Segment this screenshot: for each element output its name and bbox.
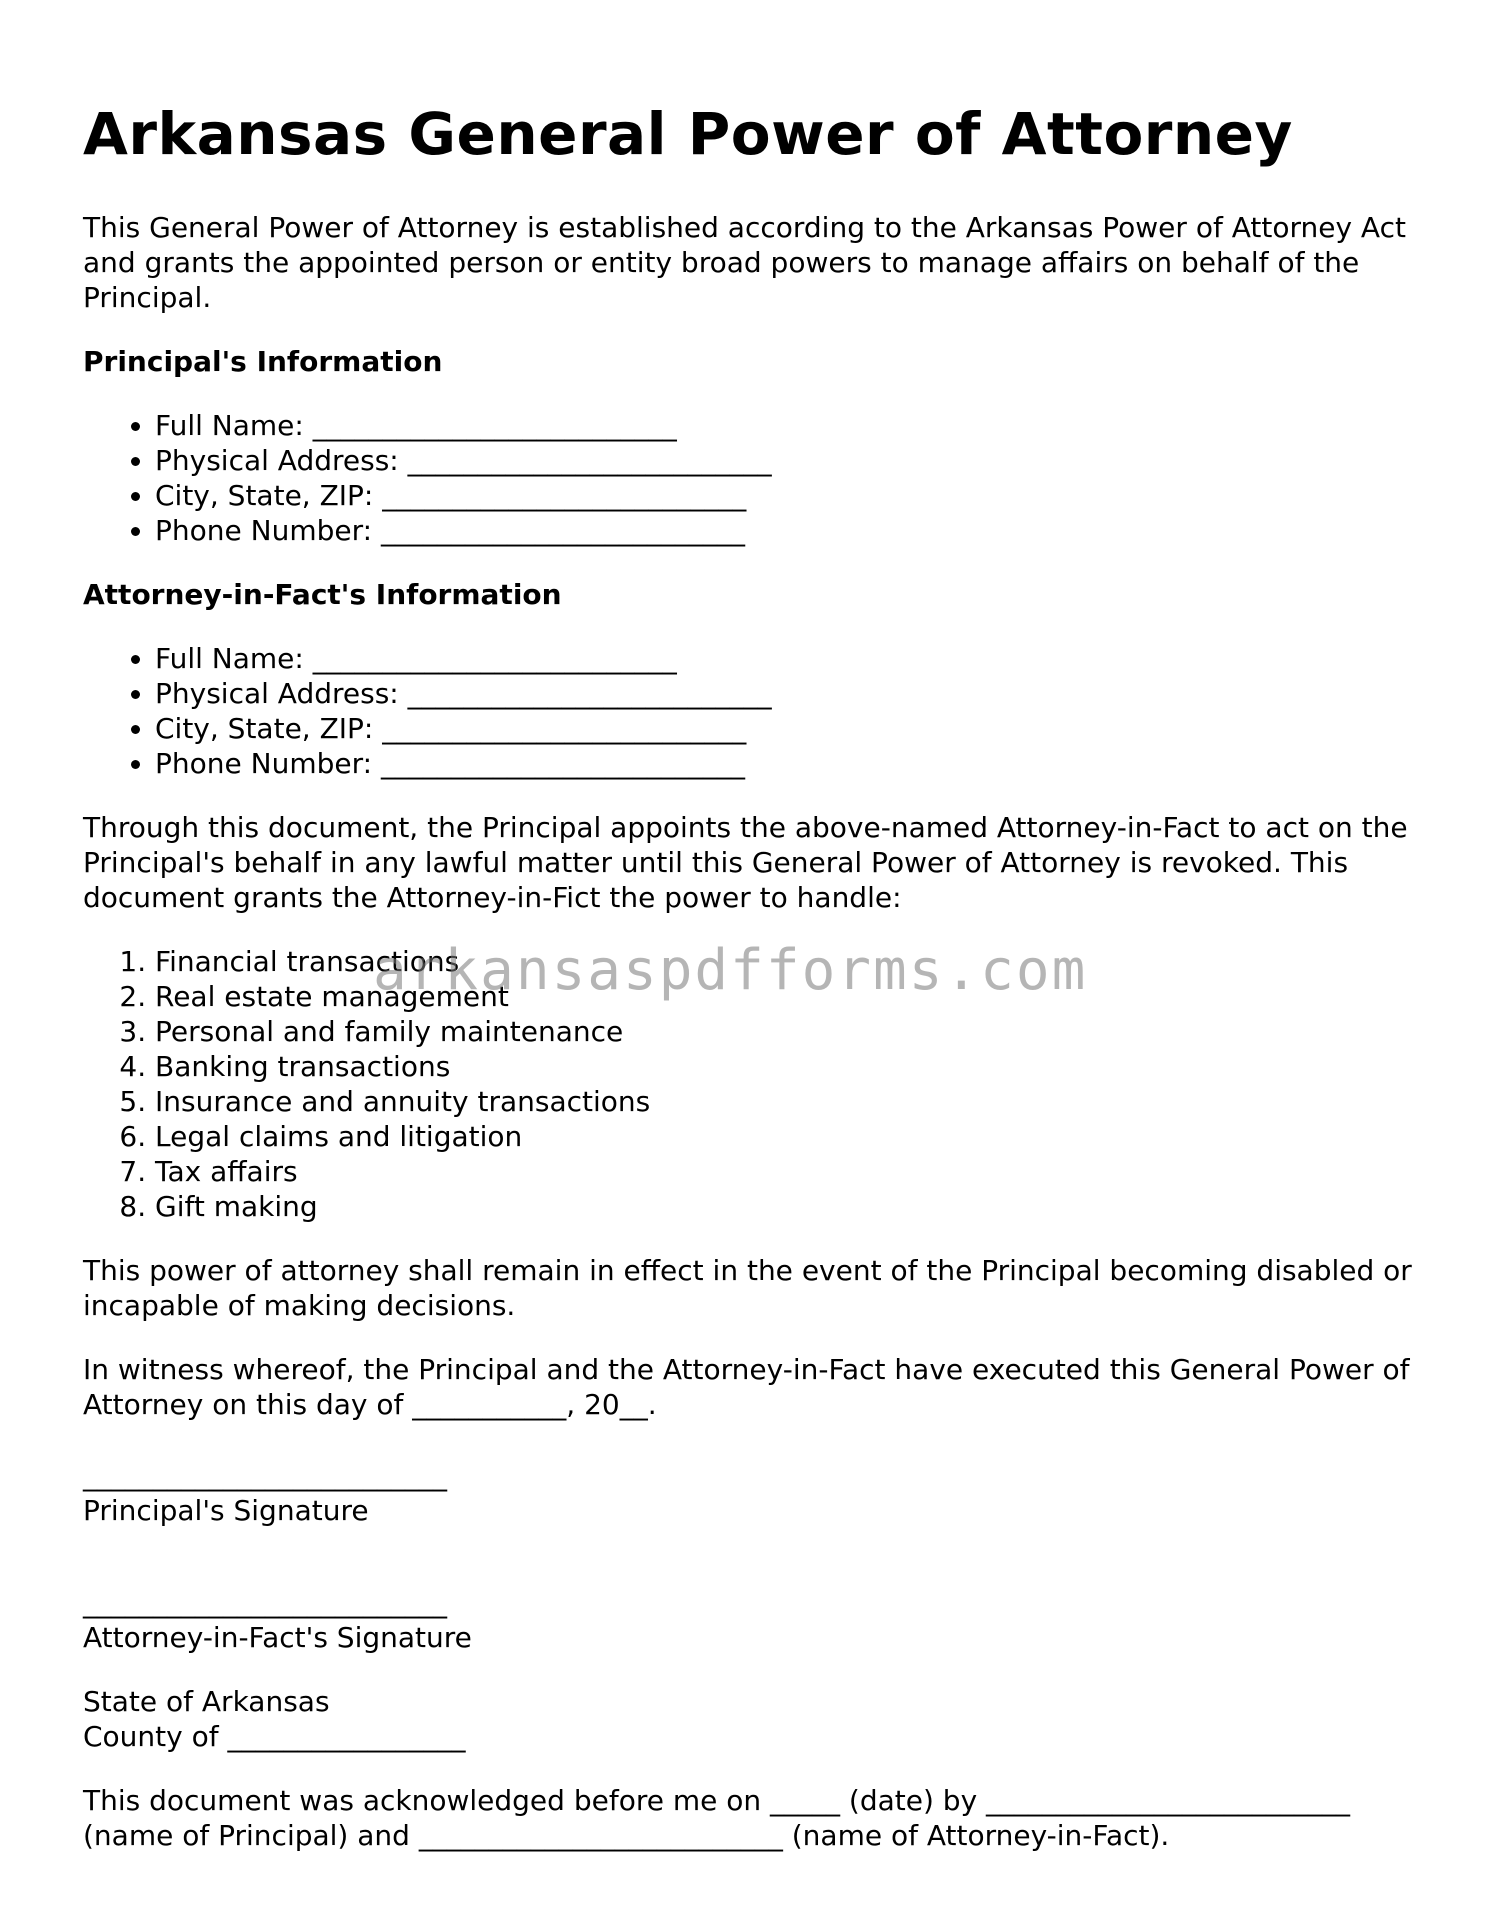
attorney-info-list [83, 641, 1423, 781]
attorney-info-heading: Attorney-in-Fact's Information [83, 577, 562, 611]
document-page [83, 100, 1423, 1882]
principal-full-name-field: • Full Name: __________________________ [155, 408, 1423, 443]
notary-county: County of _________________ [83, 1719, 466, 1753]
power-item: 1. Financial transactions [155, 944, 1423, 979]
appointment-paragraph: Through this document, the Principal appoints the above-named Attorney-in-Fact to act on the Principal's behalf in any lawful matter until this General Power of Attorney is revoked. This document grants the Attorney-in-Fict the power to handle: [83, 810, 1408, 914]
attorney-full-name-field: • Full Name: __________________________ [155, 641, 1423, 676]
document-title: Arkansas General Power of Attorney [83, 100, 1293, 168]
principal-address-field: • Physical Address: __________________________ [155, 443, 1423, 478]
power-item: 5. Insurance and annuity transactions [155, 1084, 1423, 1119]
powers-list [83, 944, 1423, 1224]
attorney-signature-block [83, 1585, 1423, 1655]
power-item: 4. Banking transactions [155, 1049, 1423, 1084]
principal-signature-block [83, 1458, 1423, 1528]
power-item: 3. Personal and family maintenance [155, 1014, 1423, 1049]
site-watermark: arkansaspdfforms.com [373, 938, 1088, 1003]
attorney-signature-label: Attorney-in-Fact's Signature [83, 1620, 472, 1654]
principal-phone-field: • Phone Number: __________________________ [155, 513, 1423, 548]
attorney-phone-field: • Phone Number: __________________________ [155, 746, 1423, 781]
power-item: 7. Tax affairs [155, 1154, 1423, 1189]
durability-paragraph: This power of attorney shall remain in effect in the event of the Principal becoming disabled or incapable of making decisions. [83, 1253, 1412, 1322]
principal-signature-label: Principal's Signature [83, 1493, 369, 1527]
attorney-address-field: • Physical Address: __________________________ [155, 676, 1423, 711]
power-item: 6. Legal claims and litigation [155, 1119, 1423, 1154]
attorney-signature-line: __________________________ [83, 1585, 447, 1619]
principal-city-state-zip-field: • City, State, ZIP: __________________________ [155, 478, 1423, 513]
attorney-city-state-zip-field: • City, State, ZIP: __________________________ [155, 711, 1423, 746]
principal-info-heading: Principal's Information [83, 344, 443, 378]
power-item: 2. Real estate management [155, 979, 1423, 1014]
principal-info-list [83, 408, 1423, 548]
notary-acknowledgment: This document was acknowledged before me on _____ (date) by __________________________ (name of Principal) and __________________________ (name of Attorney-in-Fact). [83, 1783, 1351, 1852]
principal-signature-line: __________________________ [83, 1458, 447, 1492]
intro-paragraph: This General Power of Attorney is established according to the Arkansas Power of Attorney Act and grants the appointed person or entity broad powers to manage affairs on behalf of the Principal. [83, 210, 1406, 314]
notary-venue [83, 1684, 1423, 1754]
power-item: 8. Gift making [155, 1189, 1423, 1224]
witness-paragraph: In witness whereof, the Principal and the Attorney-in-Fact have executed this General Power of Attorney on this day of ___________, 20__. [83, 1352, 1410, 1421]
notary-state: State of Arkansas [83, 1684, 330, 1718]
